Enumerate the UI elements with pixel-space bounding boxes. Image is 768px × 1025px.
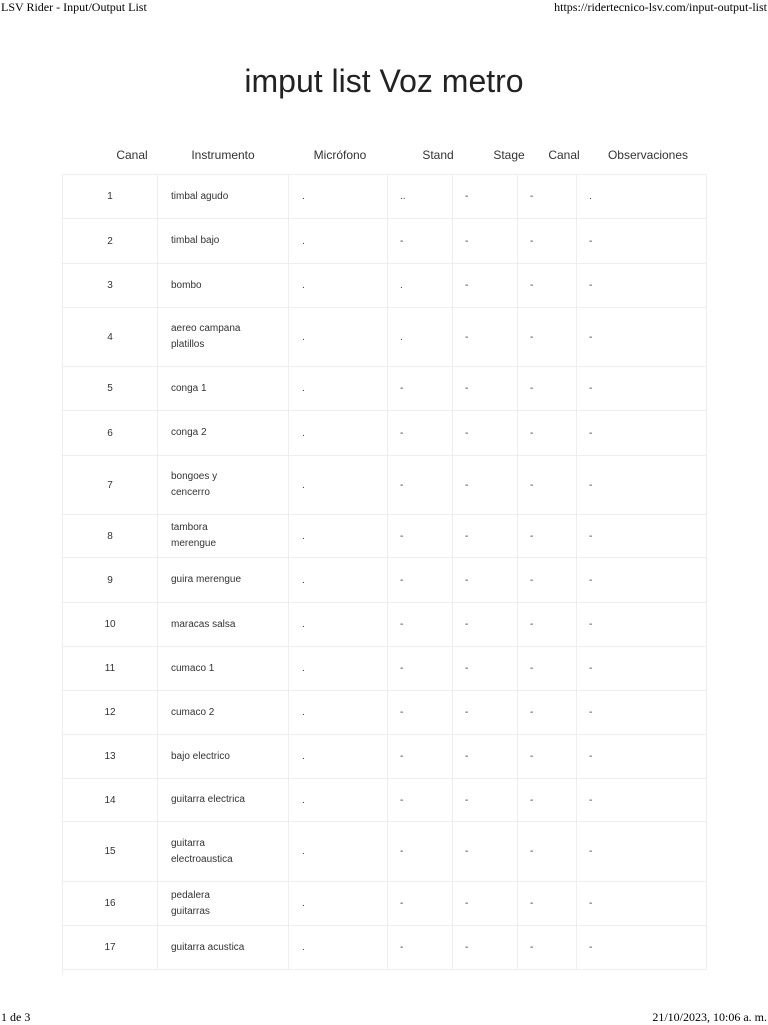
row-instrumento-text: conga 1 xyxy=(171,382,207,394)
row-instrumento-text: guitarra electroaustica xyxy=(171,837,233,865)
row-stand xyxy=(388,822,453,881)
row-stage xyxy=(453,515,518,557)
row-instrumento xyxy=(158,219,289,263)
row-instrumento-text: cumaco 2 xyxy=(171,706,215,718)
row-canal xyxy=(63,219,158,263)
row-stage-text: - xyxy=(465,663,469,674)
row-stage-text: - xyxy=(465,191,469,202)
row-canal-output xyxy=(518,558,577,602)
row-canal xyxy=(63,691,158,734)
row-canal xyxy=(63,822,158,881)
row-microfono-text: . xyxy=(302,619,305,630)
row-canal-output xyxy=(518,882,577,925)
table-header xyxy=(0,148,768,166)
row-canal-output xyxy=(518,175,577,218)
row-stand xyxy=(388,515,453,557)
row-microfono-text: . xyxy=(302,191,305,202)
row-observaciones-text: - xyxy=(589,530,593,542)
row-canal-text: 9 xyxy=(107,574,113,586)
row-observaciones xyxy=(577,219,708,263)
row-microfono xyxy=(289,367,388,410)
row-microfono-text: . xyxy=(302,751,305,762)
row-stand xyxy=(388,882,453,925)
row-stand xyxy=(388,691,453,734)
row-observaciones-text: - xyxy=(589,898,593,909)
row-canal xyxy=(63,367,158,410)
row-observaciones xyxy=(577,558,708,602)
row-observaciones-text: - xyxy=(589,383,593,394)
row-instrumento xyxy=(158,691,289,734)
column-header-stage: Stage xyxy=(493,148,525,162)
row-stage-text: - xyxy=(465,707,469,718)
row-canal-output-text: - xyxy=(530,663,534,674)
row-microfono xyxy=(289,882,388,925)
row-stage xyxy=(453,691,518,734)
row-canal-text: 10 xyxy=(104,619,116,630)
table-row xyxy=(62,411,707,456)
row-observaciones-text: - xyxy=(589,751,593,762)
row-stand xyxy=(388,264,453,307)
row-stand xyxy=(388,735,453,778)
row-stand-text: - xyxy=(400,427,404,439)
row-microfono-text: . xyxy=(302,574,305,586)
row-stage xyxy=(453,647,518,690)
row-canal-output-text: - xyxy=(530,619,534,630)
row-stage-text: - xyxy=(465,751,469,762)
row-canal xyxy=(63,175,158,218)
row-stand-text: - xyxy=(400,479,404,491)
row-microfono xyxy=(289,175,388,218)
row-stand-text: - xyxy=(400,619,404,630)
row-canal-output-text: - xyxy=(530,530,534,542)
row-stage xyxy=(453,603,518,646)
row-canal-text: 16 xyxy=(104,898,116,909)
row-microfono xyxy=(289,822,388,881)
page-title: imput list Voz metro xyxy=(244,63,524,99)
row-observaciones-text: - xyxy=(589,280,593,291)
row-microfono-text: . xyxy=(302,530,305,542)
row-microfono-text: . xyxy=(302,280,305,291)
row-stand-text: - xyxy=(400,530,404,542)
row-canal xyxy=(63,456,158,514)
row-stage-text: - xyxy=(465,383,469,394)
row-microfono-text: . xyxy=(302,331,305,343)
row-stage-text: - xyxy=(465,235,469,247)
row-canal-text: 14 xyxy=(104,794,116,806)
row-stage xyxy=(453,779,518,821)
row-stage-text: - xyxy=(465,331,469,343)
row-stand xyxy=(388,308,453,366)
row-canal-text: 7 xyxy=(107,479,113,491)
table-row xyxy=(62,647,707,691)
row-instrumento-text: guira merengue xyxy=(171,574,242,585)
row-canal xyxy=(63,647,158,690)
row-canal xyxy=(63,779,158,821)
row-microfono-text: . xyxy=(302,794,305,806)
row-canal-output-text: - xyxy=(530,427,534,439)
row-canal xyxy=(63,411,158,455)
row-microfono xyxy=(289,603,388,646)
row-instrumento-text: bombo xyxy=(171,279,202,291)
row-stand-text: . xyxy=(400,331,403,343)
table-row xyxy=(62,219,707,264)
row-canal-text: 5 xyxy=(107,383,113,394)
row-stand xyxy=(388,219,453,263)
print-header xyxy=(0,0,768,15)
row-observaciones xyxy=(577,264,708,307)
table-row xyxy=(62,264,707,308)
column-header-canal-output: Canal xyxy=(548,148,580,162)
row-observaciones-text: - xyxy=(589,479,593,491)
row-canal-text: 6 xyxy=(107,427,113,439)
row-microfono-text: . xyxy=(302,846,305,857)
row-stage xyxy=(453,308,518,366)
row-observaciones xyxy=(577,779,708,821)
row-instrumento xyxy=(158,779,289,821)
row-instrumento xyxy=(158,411,289,455)
row-canal-output xyxy=(518,691,577,734)
row-stage xyxy=(453,822,518,881)
row-stage xyxy=(453,456,518,514)
row-observaciones xyxy=(577,175,708,218)
row-microfono-text: . xyxy=(302,663,305,674)
row-instrumento-text: conga 2 xyxy=(171,427,207,438)
row-stand xyxy=(388,603,453,646)
row-stage xyxy=(453,219,518,263)
table-row xyxy=(62,515,707,558)
row-microfono xyxy=(289,779,388,821)
print-datetime: 21/10/2023, 10:06 a. m. xyxy=(652,1010,767,1024)
row-instrumento xyxy=(158,603,289,646)
table-row xyxy=(62,603,707,647)
row-canal xyxy=(63,264,158,307)
column-header-microfono: Micrófono xyxy=(313,148,367,162)
row-stage xyxy=(453,264,518,307)
row-instrumento xyxy=(158,264,289,307)
row-canal-text: 1 xyxy=(107,191,113,202)
row-observaciones xyxy=(577,691,708,734)
row-stand xyxy=(388,456,453,514)
row-canal-output-text: - xyxy=(530,383,534,394)
row-instrumento-text: aereo campana platillos xyxy=(171,323,241,350)
row-canal-output-text: - xyxy=(530,191,534,202)
row-observaciones-text: - xyxy=(589,574,593,586)
row-microfono-text: . xyxy=(302,942,305,953)
row-canal xyxy=(63,603,158,646)
row-observaciones-text: - xyxy=(589,331,593,343)
row-canal-output xyxy=(518,367,577,410)
row-microfono-text: . xyxy=(302,235,305,247)
row-canal-output xyxy=(518,411,577,455)
row-instrumento-text: timbal agudo xyxy=(171,190,229,202)
row-stage xyxy=(453,175,518,218)
row-canal-output xyxy=(518,647,577,690)
row-stage-text: - xyxy=(465,846,469,857)
row-stand-text: - xyxy=(400,574,404,586)
row-canal-output-text: - xyxy=(530,280,534,291)
row-stand-text: - xyxy=(400,794,404,806)
table-row xyxy=(62,175,707,219)
table-row xyxy=(62,779,707,822)
row-canal-text: 12 xyxy=(104,707,116,718)
row-instrumento-text: timbal bajo xyxy=(171,235,220,246)
row-observaciones xyxy=(577,735,708,778)
row-canal-output-text: - xyxy=(530,794,534,806)
table-row xyxy=(62,822,707,882)
table-row xyxy=(62,882,707,926)
row-stage-text: - xyxy=(465,280,469,291)
row-instrumento xyxy=(158,882,289,925)
row-stage-text: - xyxy=(465,619,469,630)
row-microfono xyxy=(289,691,388,734)
row-stand-text: - xyxy=(400,663,404,674)
row-stand-text: - xyxy=(400,383,404,394)
row-microfono xyxy=(289,308,388,366)
row-canal xyxy=(63,735,158,778)
row-stand-text: - xyxy=(400,898,404,909)
row-observaciones-text: - xyxy=(589,235,593,247)
row-microfono xyxy=(289,558,388,602)
row-instrumento-text: guitarra electrica xyxy=(171,794,245,805)
row-canal-output-text: - xyxy=(530,331,534,343)
table-row xyxy=(62,308,707,367)
table-row xyxy=(62,558,707,603)
row-stage xyxy=(453,926,518,969)
row-observaciones-text: . xyxy=(589,191,592,202)
table-row xyxy=(62,367,707,411)
row-microfono-text: . xyxy=(302,898,305,909)
row-stand xyxy=(388,175,453,218)
row-observaciones xyxy=(577,411,708,455)
row-microfono xyxy=(289,219,388,263)
row-microfono xyxy=(289,647,388,690)
row-observaciones xyxy=(577,308,708,366)
row-stand xyxy=(388,647,453,690)
row-microfono xyxy=(289,411,388,455)
row-canal-output xyxy=(518,219,577,263)
row-canal xyxy=(63,926,158,969)
row-observaciones-text: - xyxy=(589,942,593,953)
row-instrumento xyxy=(158,367,289,410)
row-stand-text: - xyxy=(400,751,404,762)
row-instrumento-text: tambora merengue xyxy=(171,522,217,549)
row-observaciones xyxy=(577,647,708,690)
row-canal xyxy=(63,308,158,366)
row-canal-output-text: - xyxy=(530,898,534,909)
row-stage-text: - xyxy=(465,898,469,909)
row-observaciones xyxy=(577,456,708,514)
row-stand-text: - xyxy=(400,942,404,953)
row-instrumento-text: cumaco 1 xyxy=(171,662,215,674)
row-instrumento xyxy=(158,647,289,690)
page-counter: 1 de 3 xyxy=(1,1010,31,1024)
row-stand-text: - xyxy=(400,235,404,247)
row-observaciones-text: - xyxy=(589,707,593,718)
row-stage-text: - xyxy=(465,427,469,439)
input-list-table xyxy=(62,174,707,970)
row-canal-output xyxy=(518,735,577,778)
row-stand-text: .. xyxy=(400,191,406,202)
row-canal-output-text: - xyxy=(530,751,534,762)
table-border xyxy=(62,955,63,975)
row-canal-text: 3 xyxy=(107,280,113,291)
row-canal-text: 2 xyxy=(107,235,113,247)
row-stage xyxy=(453,882,518,925)
row-observaciones-text: - xyxy=(589,619,593,630)
row-canal-output xyxy=(518,456,577,514)
table-row xyxy=(62,735,707,779)
row-microfono xyxy=(289,735,388,778)
row-microfono xyxy=(289,264,388,307)
row-stage-text: - xyxy=(465,574,469,586)
row-canal-output-text: - xyxy=(530,235,534,247)
column-header-stand: Stand xyxy=(422,148,454,162)
row-stand xyxy=(388,779,453,821)
row-microfono-text: . xyxy=(302,707,305,718)
row-canal-text: 11 xyxy=(104,663,116,674)
row-canal-text: 17 xyxy=(104,942,116,953)
row-stage xyxy=(453,367,518,410)
row-canal-output xyxy=(518,264,577,307)
row-microfono xyxy=(289,456,388,514)
row-stage-text: - xyxy=(465,479,469,491)
table-row xyxy=(62,456,707,515)
row-microfono-text: . xyxy=(302,383,305,394)
row-instrumento xyxy=(158,456,289,514)
row-instrumento-text: pedalera guitarras xyxy=(171,889,210,917)
row-observaciones xyxy=(577,367,708,410)
row-instrumento xyxy=(158,735,289,778)
row-microfono xyxy=(289,515,388,557)
row-canal-output xyxy=(518,779,577,821)
row-canal-output xyxy=(518,515,577,557)
row-stage xyxy=(453,411,518,455)
row-canal-text: 15 xyxy=(104,846,116,857)
document-title: LSV Rider - Input/Output List xyxy=(1,0,147,14)
row-instrumento-text: bajo electrico xyxy=(171,750,230,762)
row-canal-output-text: - xyxy=(530,574,534,586)
row-instrumento-text: guitarra acustica xyxy=(171,941,245,953)
row-canal-text: 13 xyxy=(104,751,116,762)
page-url: https://ridertecnico-lsv.com/input-output-list xyxy=(554,0,767,14)
row-observaciones-text: - xyxy=(589,846,593,857)
row-canal xyxy=(63,882,158,925)
row-canal-output xyxy=(518,308,577,366)
row-stand xyxy=(388,411,453,455)
row-canal xyxy=(63,515,158,557)
row-instrumento xyxy=(158,175,289,218)
row-observaciones-text: - xyxy=(589,794,593,806)
row-observaciones xyxy=(577,603,708,646)
row-canal-output xyxy=(518,603,577,646)
column-header-instrumento: Instrumento xyxy=(191,148,255,162)
row-observaciones-text: - xyxy=(589,427,593,439)
row-canal-output xyxy=(518,926,577,969)
row-canal-output-text: - xyxy=(530,846,534,857)
table-row xyxy=(62,926,707,970)
row-observaciones xyxy=(577,926,708,969)
row-observaciones-text: - xyxy=(589,663,593,674)
row-stage xyxy=(453,558,518,602)
row-instrumento-text: maracas salsa xyxy=(171,618,236,630)
row-canal-output-text: - xyxy=(530,942,534,953)
row-instrumento xyxy=(158,558,289,602)
row-stand xyxy=(388,926,453,969)
row-canal-output-text: - xyxy=(530,479,534,491)
row-observaciones xyxy=(577,882,708,925)
row-observaciones xyxy=(577,515,708,557)
row-canal-output-text: - xyxy=(530,707,534,718)
row-instrumento xyxy=(158,515,289,557)
row-stage-text: - xyxy=(465,942,469,953)
row-instrumento-text: bongoes y cencerro xyxy=(171,471,218,498)
table-row xyxy=(62,691,707,735)
row-microfono-text: . xyxy=(302,479,305,491)
row-stand-text: . xyxy=(400,280,403,291)
row-stage-text: - xyxy=(465,530,469,542)
row-stand xyxy=(388,558,453,602)
row-stand-text: - xyxy=(400,707,404,718)
row-instrumento xyxy=(158,308,289,366)
row-observaciones xyxy=(577,822,708,881)
row-microfono-text: . xyxy=(302,427,305,439)
row-stage xyxy=(453,735,518,778)
row-instrumento xyxy=(158,926,289,969)
row-stand-text: - xyxy=(400,846,404,857)
row-canal-output xyxy=(518,822,577,881)
row-canal-text: 8 xyxy=(107,530,113,542)
row-stage-text: - xyxy=(465,794,469,806)
column-header-observaciones: Observaciones xyxy=(607,148,689,162)
row-instrumento xyxy=(158,822,289,881)
print-footer xyxy=(0,1010,768,1025)
column-header-canal: Canal xyxy=(116,148,148,162)
row-microfono xyxy=(289,926,388,969)
row-canal xyxy=(63,558,158,602)
row-stand xyxy=(388,367,453,410)
row-canal-text: 4 xyxy=(107,331,113,343)
